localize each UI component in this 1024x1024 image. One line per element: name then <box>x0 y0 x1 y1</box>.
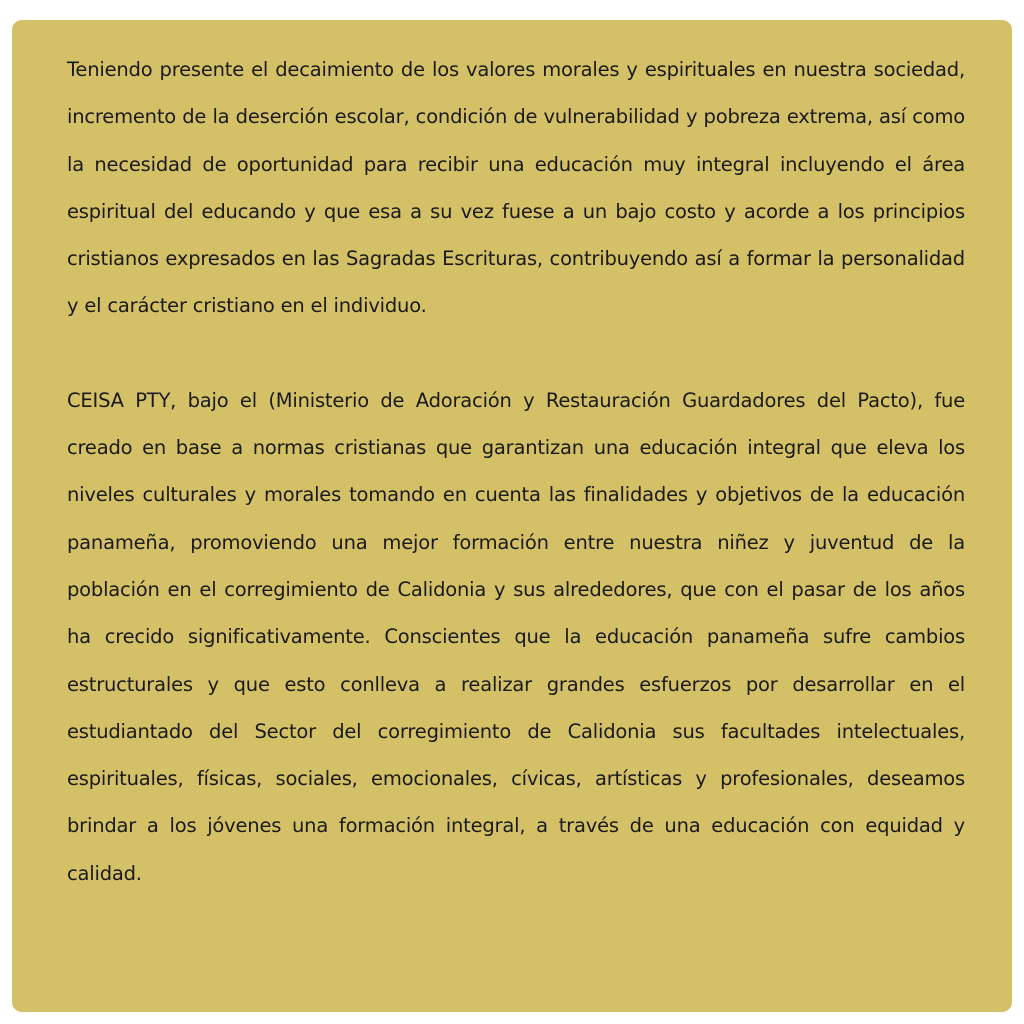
paragraph-intro: Teniendo presente el decaimiento de los valores morales y espirituales en nuestra sociedad, incremento de la deserción escolar, condición de vulnerabilidad y pobreza extrema, así como la necesidad de oportunidad para recibir una educación muy integral incluyendo el área espiritual del educando y que esa a su vez fuese a un bajo costo y acorde a los principios cristianos expresados en las Sagradas Escrituras, contribuyendo así a formar la personalidad y el carácter cristiano en el individuo. <box>67 58 965 318</box>
text-card <box>12 20 1012 1012</box>
paragraph-ceisa: CEISA PTY, bajo el (Ministerio de Adoración y Restauración Guardadores del Pacto), fue creado en base a normas cristianas que garantizan una educación integral que eleva los niveles culturales y morales tomando en cuenta las finalidades y objetivos de la educación panameña, promoviendo una mejor formación entre nuestra niñez y juventud de la población en el corregimiento de Calidonia y sus alrededores, que con el pasar de los años ha crecido significativamente. Conscientes que la educación panameña sufre cambios estructurales y que esto conlleva a realizar grandes esfuerzos por desarrollar en el estudiantado del Sector del corregimiento de Calidonia sus facultades intelectuales, espirituales, físicas, sociales, emocionales, cívicas, artísticas y profesionales, deseamos brindar a los jóvenes una formación integral, a través de una educación con equidad y calidad. <box>67 388 965 885</box>
text-content <box>67 46 965 897</box>
